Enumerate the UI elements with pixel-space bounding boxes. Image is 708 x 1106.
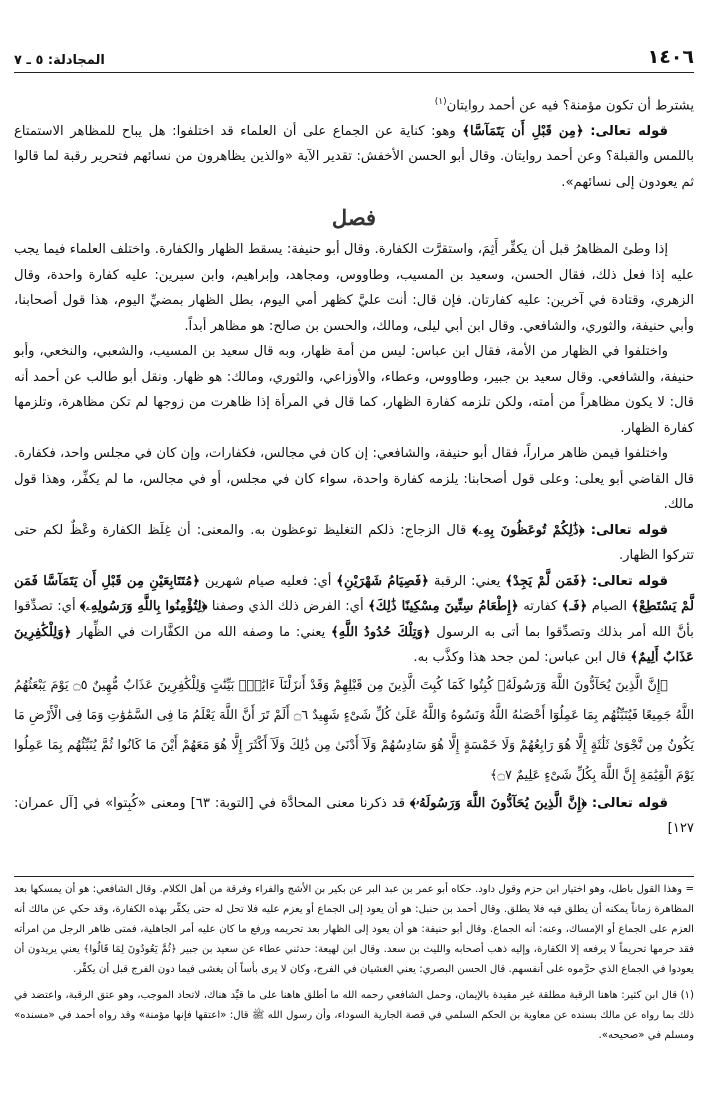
footnote-1: (١) قال ابن كثير: هاهنا الرقبة مطلقة غير مقيدة بالإيمان، وحمل الشافعي رحمه الله ما أطلق هاهنا على ما قيِّد هناك، لاتحاد الموجب، وهو عتق الرقبة، واعتضد في ذلك بما رواه عن مالك بسنده عن معاوية بن الحكم السلمي في قصة الجارية السوداء، وأن رسول الله ﷺ قال: «اعتقها فإنها مؤمنة» وقد رواه أحمد في «مسنده» ومسلم في «صحيحه». [14,990,695,1041]
footnote-number: (١) [680,990,695,1001]
footnotes [14,880,694,1046]
quran-quote: ﴿ذَٰلِكُمْ تُوعَظُونَ بِهِۦ﴾ [472,522,585,538]
quran-quote: ﴿مُتَتَابِعَيْنِ مِن قَبْلِ أَن يَتَمَآسَّا فَمَن لَّمْ يَسْتَطِعْ﴾ [14,573,694,615]
quran-quote: ﴿وَلِلْكَٰفِرِينَ عَذَابٌ أَلِيمٌ﴾ [14,624,694,666]
quran-verses-block: ﴿إِنَّ الَّذِينَ يُحَآدُّونَ اللَّهَ وَرَسُولَهُۥ كُبِتُوا كَمَا كُبِتَ الَّذِينَ مِن قَبْلِهِمْ وَقَدْ أَنزَلْنَآ ءَايَٰتٍۭ بَيِّنَٰتٍ وَلِلْكَٰفِرِينَ عَذَابٌ مُّهِينٌ ۝٥ يَوْمَ يَبْعَثُهُمُ اللَّهُ جَمِيعًا فَيُنَبِّئُهُم بِمَا عَمِلُوٓا أَحْصَىٰهُ اللَّهُ وَنَسُوهُ وَاللَّهُ عَلَىٰ كُلِّ شَىْءٍ شَهِيدٌ ۝٦ أَلَمْ تَرَ أَنَّ اللَّهَ يَعْلَمُ مَا فِى السَّمَٰوَٰتِ وَمَا فِى الْأَرْضِ مَا يَكُونُ مِن نَّجْوَىٰ ثَلَٰثَةٍ إِلَّا هُوَ رَابِعُهُمْ وَلَا خَمْسَةٍ إِلَّا هُوَ سَادِسُهُمْ وَلَآ أَدْنَىٰ مِن ذَٰلِكَ وَلَآ أَكْثَرَ إِلَّا هُوَ مَعَهُمْ أَيْنَ مَا كَانُوا ثُمَّ يُنَبِّئُهُم بِمَا عَمِلُوا يَوْمَ الْقِيَٰمَةِ إِنَّ اللَّهَ بِكُلِّ شَىْءٍ عَلِيمٌ ۝٧﴾ [14,677,694,783]
paragraph-5: واختلفوا فيمن ظاهر مراراً، فقال أبو حنيفة، والشافعي: إن كان في مجالس، فكفارات، وإن كان في مجلس واحد، فكفارة. قال القاضي أبو يعلى: وعلى قول أصحابنا: يلزمه كفارة واحدة، سواء كان في مجلس، أو في مجالس، ما لم يكفِّر، وهذا قول مالك. [14,446,694,513]
quran-quote: ﴿إِطْعَامُ سِتِّينَ مِسْكِينًا ذَٰلِكَ﴾ [368,599,519,615]
paragraph-2: قوله تعالى: ﴿مِن قَبْلِ أَن يَتَمَآسَّا﴾ وهو: كناية عن الجماع على أن العلماء قد اختلفوا: هل يباح للمظاهر الاستمتاع باللمس والقبلة؟ وعن أحمد روايتان. وقال أبو الحسن الأخفش: تقدير الآية «والذين يظاهرون من نسائهم فتحرير رقبة لما قالوا ثم يعودون إلى نسائهم». [14,123,694,190]
verse-label: قوله تعالى: [591,795,669,811]
quran-quote: ﴿إِنَّ الَّذِينَ يُحَآدُّونَ اللَّهَ وَرَسُولَهُۥ﴾ [409,795,587,811]
verse-label: قوله تعالى: [591,573,668,589]
paragraph-8: قوله تعالى: ﴿إِنَّ الَّذِينَ يُحَآدُّونَ اللَّهَ وَرَسُولَهُۥ﴾ قد ذكرنا معنى المحادَّة في [التوبة: ٦٣] ومعنى «كُبِتوا» في [آل عمران: ١٢٧] [14,795,694,837]
quran-quote: ﴿فَمَن لَّمْ يَجِدْ﴾ [505,573,588,589]
paragraph-7: قوله تعالى: ﴿فَمَن لَّمْ يَجِدْ﴾ يعني: الرقبة ﴿فَصِيَامُ شَهْرَيْنِ﴾ أي: فعليه صيام شهرين ﴿مُتَتَابِعَيْنِ مِن قَبْلِ أَن يَتَمَآسَّا فَمَن لَّمْ يَسْتَطِعْ﴾ الصيام ﴿فَـ﴾ كفارته ﴿إِطْعَامُ سِتِّينَ مِسْكِينًا ذَٰلِكَ﴾ أي: الفرض ذلك الذي وصفنا ﴿لِتُؤْمِنُوا بِاللَّهِ وَرَسُولِهِۦ﴾ أي: تصدِّقوا بأنَّ الله أمر بذلك وتصدِّقوا بما أتى به الرسول ﴿وَتِلْكَ حُدُودُ اللَّهِ﴾ يعني: ما وصفه الله من الكفَّارات في الظِّهار ﴿وَلِلْكَٰفِرِينَ عَذَابٌ أَلِيمٌ﴾ قال ابن عباس: لمن جحد هذا وكذَّب به. [14,573,694,666]
footnote-continuation: = وهذا القول باطل، وهو اختيار ابن حزم وقول داود. حكاه أبو عمر بن عبد البر عن بكير بن الأشج والفراء وفرقة من أهل الكلام. وقال الشافعي: هو أن يمسكها بعد المظاهرة زماناً يمكنه أن يطلق فيه فلا يطلق. وقال أحمد بن حنبل: هو أن يعود إلى الجماع أو يعزم عليه فلا تحل له حتى يكفِّر بهذه الكفارة، وقد حكي عن مالك أنه العزم على الجماع أو الإمساك، وعنه: أنه الجماع. وقال أبو حنيفة: هو أن يعود إلى الظهار بعد تحريمه ورفع ما كان عليه أمر الجاهلية، فمتى ظاهر الرجل من امرأته فقد حرمها تحريماً لا يرفعه إلا الكفارة، وإليه ذهب أصحابه والليث بن سعد. وقال ابن لهيعة: حدثني عطاء عن سعيد بن جبير ﴿ثُمَّ يَعُودُونَ لِمَا قَالُوا﴾ يعني يريدون أن يعودوا في الجماع الذي حرَّموه على أنفسهم. قال الحسن البصري: يعني الغشيان في الفرج، وكان لا يرى بأساً أن يغشى فيما دون الفرج قبل أن يكفِّر. [14,884,694,975]
verse-label: قوله تعالى: [590,123,669,139]
quran-quote: ﴿مِن قَبْلِ أَن يَتَمَآسَّا﴾ [462,123,584,139]
quran-quote: ﴿وَتِلْكَ حُدُودُ اللَّهِ﴾ [331,624,431,640]
quran-quote: ﴿لِتُؤْمِنُوا بِاللَّهِ وَرَسُولِهِۦ﴾ [80,599,208,615]
page-number: ١٤٠٦ [647,46,694,68]
page-header [14,38,694,73]
paragraph-1: يشترط أن تكون مؤمنة؟ فيه عن أحمد روايتان$^{(١)}$ [434,97,694,114]
running-title: المجادلة: ٥ ـ ٧ [14,53,105,68]
verse-label: قوله تعالى: [590,522,668,538]
main-text [14,90,694,842]
paragraph-3: إذا وطئ المظاهرُ قبل أن يكفِّر أَثِمَ، واستقرَّت الكفارة. وقال أبو حنيفة: يسقط الظهار والكفارة. واختلف العلماء فيما يجب عليه إذا فعل ذلك، فقال الحسن، وسعيد بن المسيب، وطاووس، ومجاهد، وإبراهيم، وابن سيرين: عليه كفارة واحدة، وقال الزهري، وقتادة في آخرين: عليه كفارتان. فإن قال: أنت عليَّ كظهر أمي اليوم، بطل الظهار بمضيِّ اليوم، هذا قول أصحابنا، وأبي حنيفة، والثوري، والشافعي. وقال ابن أبي ليلى، ومالك، والحسن بن صالح: هو مظاهر أبداً. [14,242,694,334]
quran-quote: ﴿فَصِيَامُ شَهْرَيْنِ﴾ [336,573,429,589]
section-title: فصل [331,205,377,231]
paragraph-6: قوله تعالى: ﴿ذَٰلِكُمْ تُوعَظُونَ بِهِۦ﴾ قال الزجاج: ذلكم التغليظ توعظون به. والمعنى: أن غِلَظ الكفارة وعْظٌ لكم حتى تتركوا الظهار. [14,522,694,564]
quran-quote: ﴿فَـ﴾ [561,599,588,615]
footnote-ref: (١) [434,97,447,107]
paragraph-4: واختلفوا في الظهار من الأمة، فقال ابن عباس: ليس من أمة ظهار، وبه قال سعيد بن المسيب، والشعبي، والنخعي، وأبو حنيفة، والشافعي. وقال سعيد بن جبير، وطاووس، وعطاء، والأوزاعي، والثوري، ومالك: هو ظهار. ونقل أبو طالب عن أحمد أنه قال: لا يكون مظاهراً من أمته، ولكن تلزمه كفارة الظهار، كما قال في المرأة إذا ظاهرت من زوجها لم تكن مظاهرة، وتلزمها كفارة الظهار. [14,344,694,436]
footnote-separator [14,876,694,877]
